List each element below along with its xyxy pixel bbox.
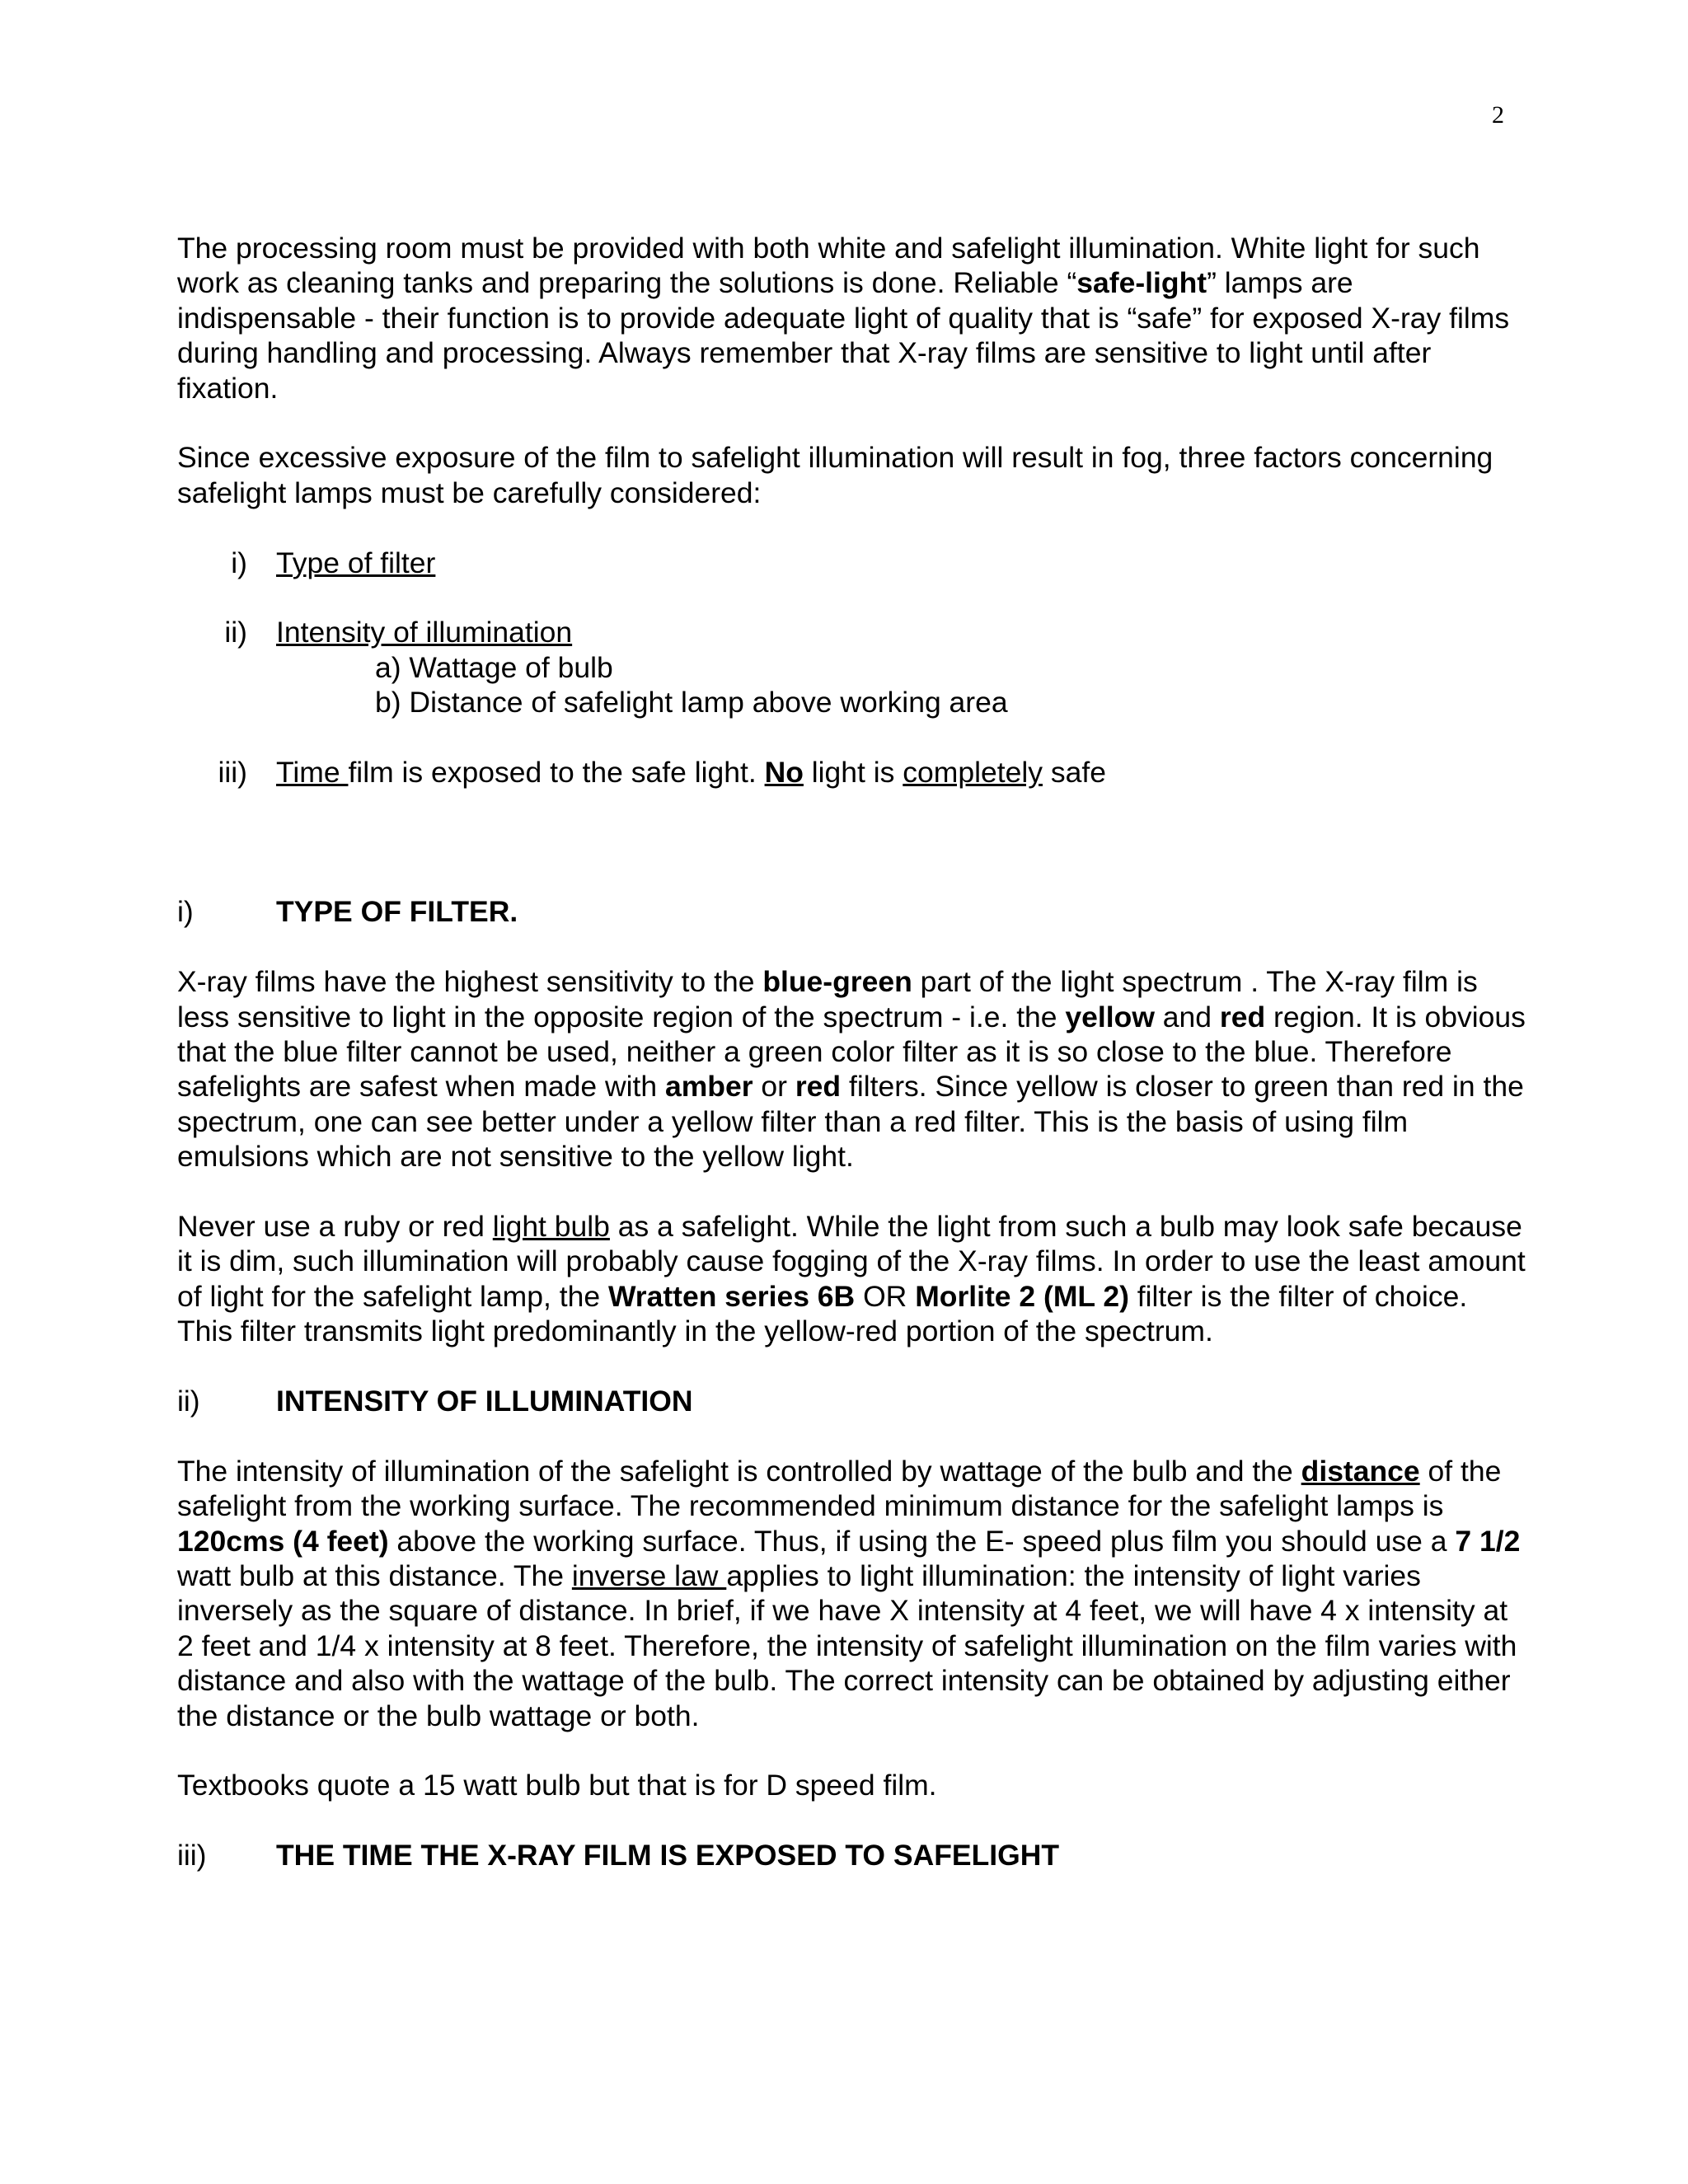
factor-item-2 (177, 615, 1529, 649)
section-1-paragraph-1 (177, 964, 1529, 1174)
text-run: above the working surface. Thus, if using the E- speed plus film you should use a (388, 1524, 1456, 1558)
section-heading-3 (177, 1838, 1529, 1872)
factor-label: Intensity of illumination (276, 616, 573, 649)
text-run: light is (803, 756, 903, 790)
factor-item-3 (177, 755, 1529, 790)
text-run: as a safelight. While the light from such a bulb may look safe because it is dim, such illumination will probably cause fogging of the X-ray films. In order to use the least amount of light for the safelight lamp, the (177, 1210, 1526, 1313)
text-run: safe (1042, 756, 1106, 790)
section-title: TYPE OF FILTER. (276, 895, 518, 929)
text-run: Time (276, 756, 349, 790)
text-run: or (753, 1070, 795, 1104)
text-run: watt bulb at this distance. The (177, 1559, 572, 1593)
bold-term: 7 1/2 (1455, 1524, 1521, 1558)
text-run: filter is the filter of choice. This filter transmits light predominantly in the yellow-red portion of the spectrum. (177, 1279, 1468, 1348)
intro-paragraph-2: Since excessive exposure of the film to safelight illumination will result in fog, three factors concerning safelight lamps must be carefully considered: (177, 441, 1493, 509)
text-run: and (1154, 1000, 1220, 1033)
emphasis-completely: completely (903, 756, 1043, 790)
page-number: 2 (1492, 101, 1504, 129)
intro-paragraph-1 (177, 231, 1529, 405)
bold-term: Wratten series 6B (607, 1279, 856, 1313)
bold-term: 120cms (4 feet) (177, 1524, 389, 1558)
section-number: iii) (177, 1839, 207, 1872)
emphasis-no: No (764, 756, 804, 790)
sub-item-a: a) Wattage of bulb (375, 650, 613, 684)
section-heading-1 (177, 894, 1529, 929)
text-run: OR (855, 1279, 916, 1313)
bold-underlined-term: distance (1301, 1454, 1420, 1488)
factor-label: Type of filter (276, 546, 436, 579)
bold-term: amber (664, 1070, 753, 1104)
text-run: applies to light illumination: the intensity of light varies inversely as the square of distance. In brief, if we have X intensity at 4 feet, we will have 4 x intensity at 2 feet and 1/4 x intensity at 8 feet. Therefore, the intensity of safelight illumination on the film varies with distance and also with the wattage of the bulb. The correct intensity can be obtained by adjusting either the distance or the bulb wattage or both. (177, 1559, 1517, 1732)
underlined-term: light bulb (492, 1210, 610, 1244)
section-number: i) (177, 895, 194, 929)
text-run: of the safelight from the working surface. The recommended minimum distance for the safelight lamps is (177, 1454, 1502, 1523)
text-run: Never use a ruby or red (177, 1210, 493, 1244)
section-title: THE TIME THE X-RAY FILM IS EXPOSED TO SAFELIGHT (276, 1839, 1060, 1872)
text-run: ” lamps are indispensable - their function is to provide adequate light of quality that is “safe” for exposed X-ray films during handling and processing. Always remember that X-ray films are sensitive to light until after fixation. (177, 266, 1510, 405)
section-title: INTENSITY OF ILLUMINATION (276, 1385, 693, 1418)
text-run: The processing room must be provided with both white and safelight illumination. White light for such work as cleaning tanks and preparing the solutions is done. Reliable “ (177, 232, 1480, 300)
section-2-paragraph-1 (177, 1454, 1529, 1733)
bold-term: yellow (1065, 1000, 1155, 1033)
section-heading-2 (177, 1384, 1529, 1418)
bold-term: red (795, 1070, 842, 1104)
bold-term: Morlite 2 (ML 2) (915, 1279, 1129, 1313)
text-run: part of the light spectrum . The X-ray film is less sensitive to light in the opposite region of the spectrum - i.e. the (177, 965, 1478, 1033)
bold-term: blue-green (762, 965, 912, 999)
section-number: ii) (177, 1385, 200, 1418)
text-run: X-ray films have the highest sensitivity to the (177, 965, 763, 999)
bold-term-safe-light: safe-light (1076, 266, 1207, 300)
text-run: The intensity of illumination of the safelight is controlled by wattage of the bulb and the (177, 1454, 1301, 1488)
text-run: region. It is obvious that the blue filter cannot be used, neither a green color filter as it is so close to the blue. Therefore safelights are safest when made with (177, 1000, 1526, 1104)
bold-term: red (1219, 1000, 1266, 1033)
section-2-paragraph-2: Textbooks quote a 15 watt bulb but that is for D speed film. (177, 1769, 937, 1802)
document-body (177, 231, 1529, 1908)
factor-number: i) (231, 546, 247, 579)
text-run: filters. Since yellow is closer to green than red in the spectrum, one can see better under a yellow filter than a red filter. This is the basis of using film emulsions which are not sensitive to the yellow light. (177, 1070, 1524, 1174)
factor-label (276, 755, 1106, 790)
sub-item-b: b) Distance of safelight lamp above working area (375, 686, 1008, 719)
factor-number: iii) (218, 756, 247, 790)
factor-number: ii) (224, 616, 247, 649)
underlined-term: inverse law (571, 1559, 727, 1593)
section-1-paragraph-2 (177, 1209, 1529, 1349)
text-run: film is exposed to the safe light. (348, 756, 765, 790)
factor-item-1 (177, 546, 1529, 580)
factor-sub-list (177, 650, 1529, 720)
